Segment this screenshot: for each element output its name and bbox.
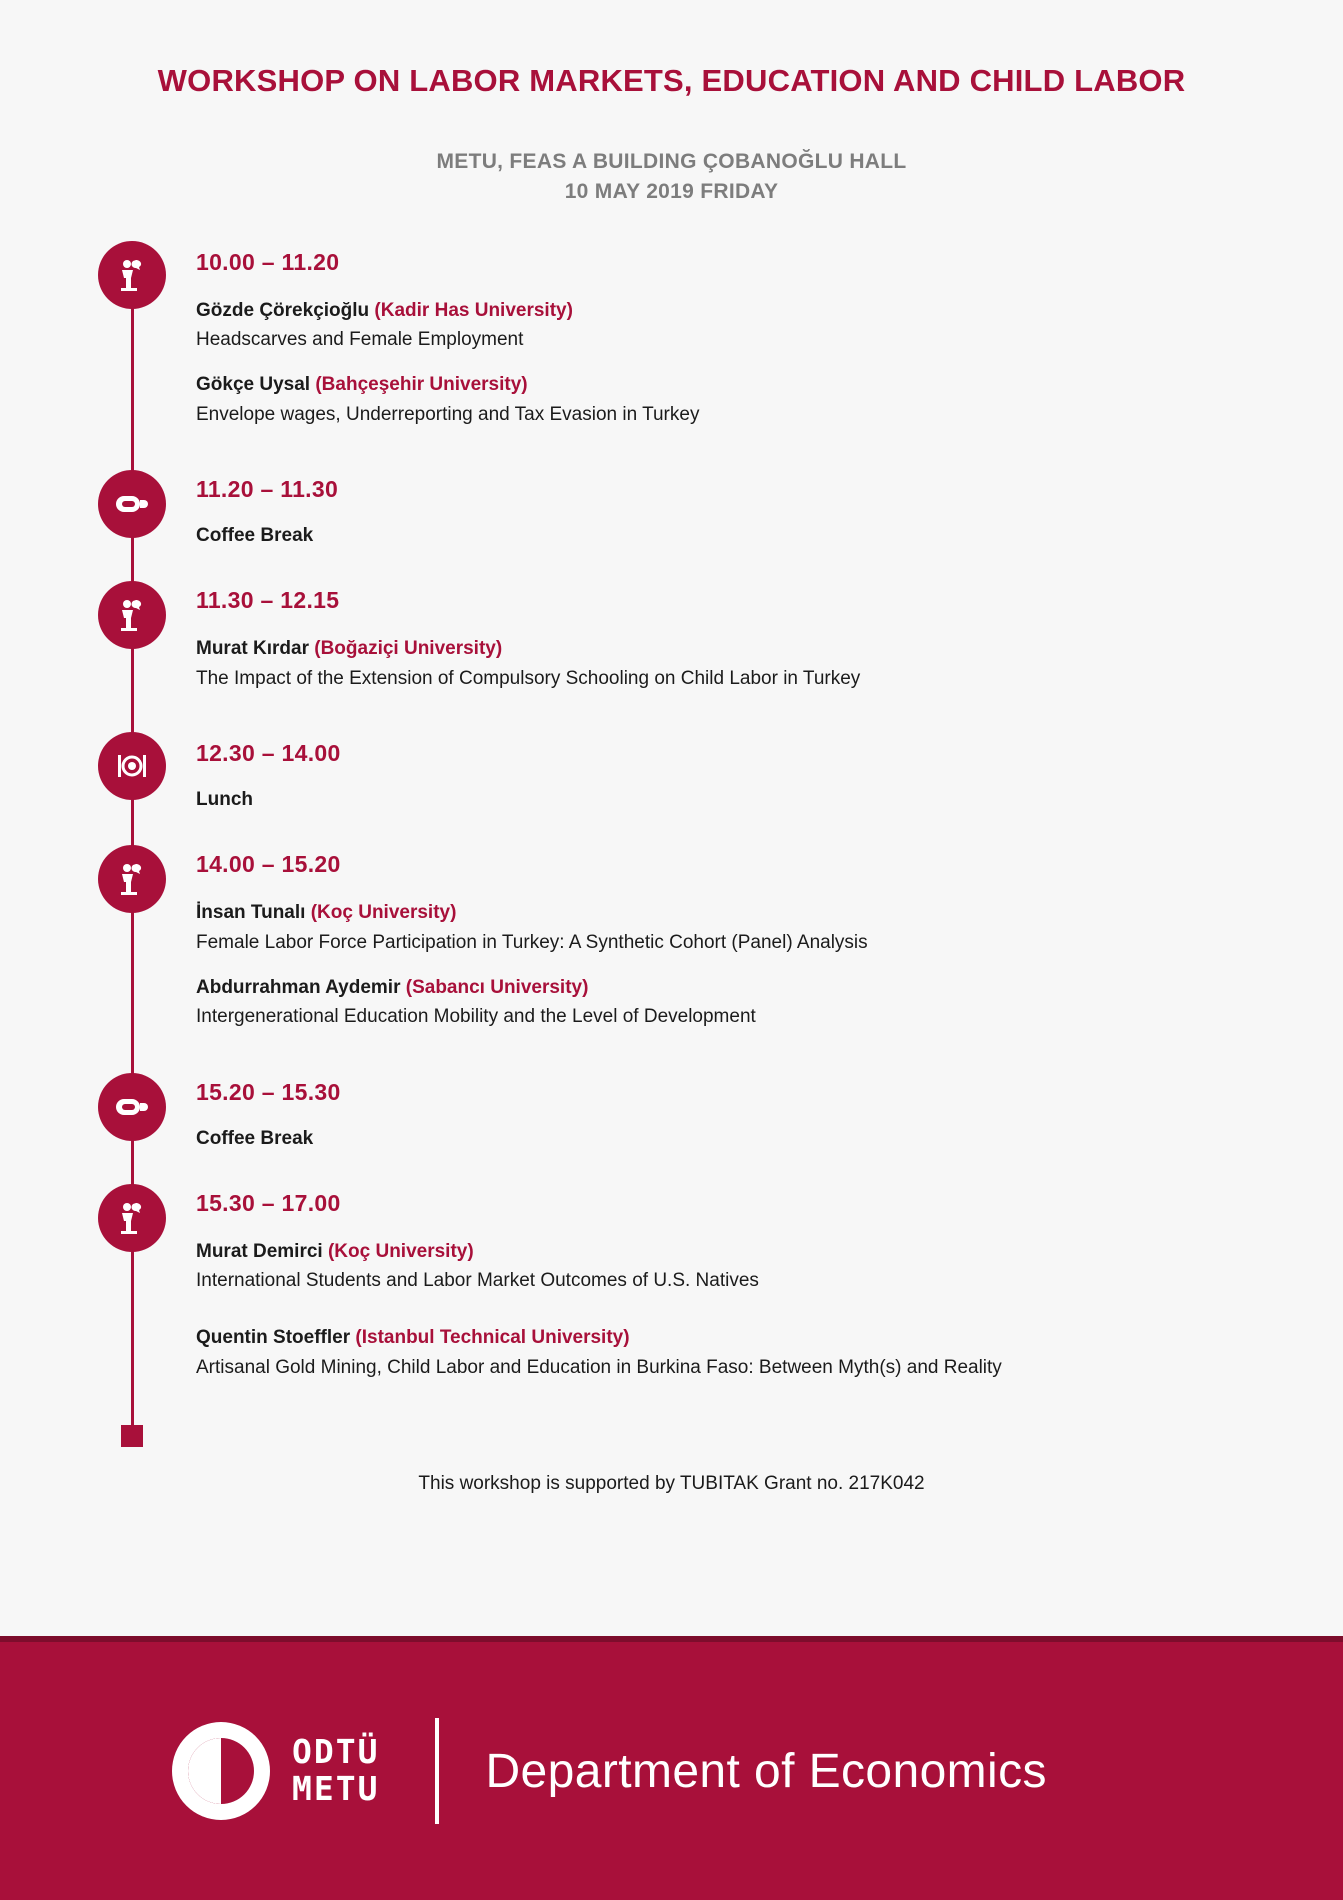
speaker-name: Murat Demirci xyxy=(196,1240,328,1262)
speaker-affiliation: (Bahçeşehir University) xyxy=(315,374,528,395)
talk-speaker xyxy=(196,975,1273,1001)
poster-header xyxy=(0,0,1343,207)
talk-title: Female Labor Force Participation in Turkey: A Synthetic Cohort (Panel) Analysis xyxy=(196,932,868,954)
speaker-podium-icon xyxy=(98,845,166,913)
footer-brand xyxy=(172,1718,1047,1824)
break-label: Lunch xyxy=(196,789,253,811)
footer-divider xyxy=(435,1718,439,1824)
talk-speaker xyxy=(196,900,1273,926)
logo-line-odtu: ODTÜ xyxy=(292,1732,380,1772)
talk-title: International Students and Labor Market Outcomes of U.S. Natives xyxy=(196,1270,759,1292)
talk-speaker xyxy=(196,1239,1273,1265)
speaker-affiliation: (Istanbul Technical University) xyxy=(355,1326,630,1348)
date-text: 10 MAY 2019 FRIDAY xyxy=(564,180,779,203)
coffee-cup-icon xyxy=(98,470,166,538)
session-time: 12.30 – 14.00 xyxy=(196,740,341,767)
talk-item xyxy=(196,298,1273,354)
metu-logo-icon xyxy=(172,1722,270,1820)
speaker-affiliation: (Boğaziçi University) xyxy=(314,638,503,660)
logo-line-metu: METU xyxy=(292,1769,380,1808)
talk-title: Headscarves and Female Employment xyxy=(196,329,524,351)
break-label: Coffee Break xyxy=(196,1127,314,1149)
session-time: 14.00 – 15.20 xyxy=(196,851,341,878)
talk-title: Intergenerational Education Mobility and the Level of Development xyxy=(196,1006,756,1028)
session-time: 15.20 – 15.30 xyxy=(196,1078,341,1105)
talk-title: The Impact of the Extension of Compulsory Schooling on Child Labor in Turkey xyxy=(196,667,861,689)
talk-title: Envelope wages, Underreporting and Tax Evasion in Turkey xyxy=(196,403,700,425)
talk-speaker xyxy=(196,372,1273,398)
timeline-end-square xyxy=(121,1425,143,1447)
metu-logo-inner xyxy=(188,1738,254,1804)
speaker-podium-icon xyxy=(98,241,166,309)
talk-speaker xyxy=(196,636,1273,662)
speaker-name: Murat Kırdar xyxy=(196,638,315,660)
talk-item xyxy=(196,1239,1273,1295)
department-name: Department of Economics xyxy=(485,1744,1047,1798)
talk-speaker xyxy=(196,298,1273,324)
schedule-row xyxy=(0,237,1343,428)
talk-item xyxy=(196,975,1273,1031)
support-note: This workshop is supported by TUBITAK Grant no. 217K042 xyxy=(418,1473,925,1495)
speaker-name: Gökçe Uysal xyxy=(196,374,316,395)
venue-text: METU, FEAS A BUILDING ÇOBANOĞLU HALL xyxy=(436,150,907,174)
event-venue-date xyxy=(0,147,1343,207)
talk-item xyxy=(196,636,1273,692)
speaker-name: Abdurrahman Aydemir xyxy=(196,976,406,998)
schedule-row xyxy=(0,547,1343,692)
speaker-podium-icon xyxy=(98,1184,166,1252)
session-time: 15.30 – 17.00 xyxy=(196,1189,341,1216)
talk-speaker xyxy=(196,1325,1273,1351)
session-time: 11.30 – 12.15 xyxy=(196,587,340,614)
cutlery-icon xyxy=(98,732,166,800)
session-time: 10.00 – 11.20 xyxy=(196,248,340,275)
page-title: WORKSHOP ON LABOR MARKETS, EDUCATION AND CHILD LABOR xyxy=(157,63,1186,98)
session-time: 11.20 – 11.30 xyxy=(196,476,339,503)
talk-title: Artisanal Gold Mining, Child Labor and Education in Burkina Faso: Between Myth(s) and Reality xyxy=(196,1356,1002,1378)
speaker-name: Gözde Çörekçioğlu xyxy=(196,299,375,321)
break-label: Coffee Break xyxy=(196,525,314,547)
schedule-row xyxy=(0,428,1343,547)
schedule-row xyxy=(0,811,1343,1030)
schedule-timeline xyxy=(0,237,1343,1381)
schedule-row xyxy=(0,692,1343,811)
speaker-affiliation: (Kadir Has University) xyxy=(374,299,573,321)
talk-item xyxy=(196,372,1273,428)
speaker-affiliation: (Koç University) xyxy=(327,1240,474,1262)
metu-logo-wordmark xyxy=(292,1734,379,1808)
speaker-affiliation: (Koç University) xyxy=(310,902,457,924)
poster-footer xyxy=(0,1636,1343,1900)
coffee-cup-icon xyxy=(98,1073,166,1141)
speaker-affiliation: (Sabancı University) xyxy=(405,976,589,998)
speaker-podium-icon xyxy=(98,581,166,649)
schedule-row xyxy=(0,1150,1343,1381)
speaker-name: Quentin Stoeffler xyxy=(196,1326,356,1348)
schedule-row xyxy=(0,1031,1343,1150)
speaker-name: İnsan Tunalı xyxy=(196,902,311,924)
talk-item xyxy=(196,1325,1273,1381)
talk-item xyxy=(196,900,1273,956)
